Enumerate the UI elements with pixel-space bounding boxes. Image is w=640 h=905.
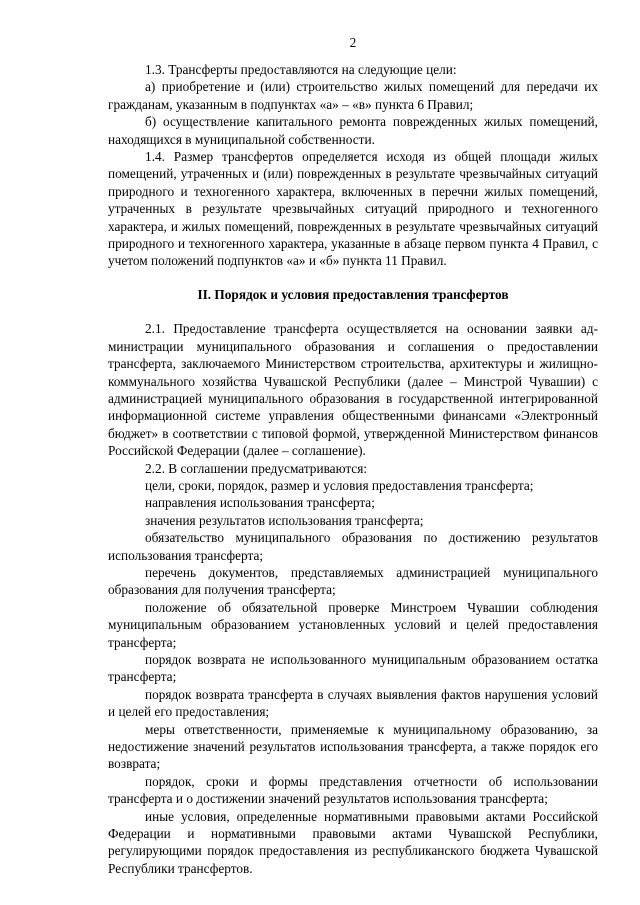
paragraph-2-1: 2.1. Предоставление трансферта осуществляется на основании заявки администрации муниципального образования и соглашения о предоставлении трансферта, заключаемого Министерством строительства, архитектуры и жилищно-коммунального хозяйства Чувашской Республики (далее – Минстрой Чувашии) с администрацией муниципального образования в государственной интегрированной информационной системе управления общественными финансами «Электронный бюджет» в соответствии с типовой формой, утвержденной Министерством финансов Российской Федерации (далее – соглашение). — [108, 321, 598, 459]
agreement-item: положение об обязательной проверке Минстроем Чувашии соблюдения муниципальным образованием установленных условий и целей предоставления трансферта; — [108, 599, 598, 650]
agreement-item: направления использования трансферта; — [145, 495, 375, 511]
agreement-item: цели, сроки, порядок, размер и условия предоставления трансферта; — [145, 477, 534, 493]
agreement-item: обязательство муниципального образования по достижению результатов использования трансферта; — [108, 530, 598, 563]
document-page — [108, 34, 598, 877]
paragraph-1-3-b: б) осуществление капитального ремонта поврежденных жилых помещений, находящихся в муниципальной собственности. — [108, 114, 598, 147]
paragraph-1-3: 1.3. Трансферты предоставляются на следующие цели: — [145, 62, 457, 77]
page-number: 2 — [349, 35, 357, 50]
agreement-item: иные условия, определенные нормативными правовыми актами Российской Федерации и нормативными правовыми актами Чувашской Республики, регулирующими порядок предоставления из республиканского бюджета Чувашской Республики трансфертов. — [108, 808, 598, 876]
paragraph-1-4: 1.4. Размер трансфертов определяется исходя из общей площади жилых помещений, утраченных и (или) поврежденных в результате чрезвычайных ситуаций природного и техногенного характера, включенных в перечни жилых помещений, утраченных в результате чрезвычайных ситуаций природного и техногенного характера, и жилых помещений, поврежденных в результате чрезвычайных ситуаций природного и техногенного характера, указанные в абзаце первом пункта 4 Правил, с учетом положений подпунктов «а» и «б» пункта 11 Правил. — [108, 149, 598, 269]
agreement-item: значения результатов использования трансферта; — [145, 512, 424, 528]
agreement-item: меры ответственности, применяемые к муниципальному образованию, за недостижение значений результатов использования трансферта, а также порядок его возврата; — [108, 721, 598, 772]
paragraph-2-2: 2.2. В соглашении предусматриваются: — [145, 460, 368, 476]
agreement-item: порядок возврата не использованного муниципальным образованием остатка трансферта; — [108, 652, 598, 685]
section-title: II. Порядок и условия предоставления трансфертов — [197, 286, 509, 302]
agreement-item: порядок возврата трансферта в случаях выявления фактов нарушения условий и целей его предоставления; — [108, 686, 598, 720]
agreement-item: перечень документов, представляемых администрацией муниципального образования для получения трансферта; — [108, 564, 598, 598]
agreement-item: порядок, сроки и формы представления отчетности об использовании трансферта и о достижении значений результатов использования трансферта; — [108, 773, 598, 807]
paragraph-1-3-a: а) приобретение и (или) строительство жилых помещений для передачи их гражданам, указанным в подпунктах «а» – «в» пункта 6 Правил; — [108, 79, 598, 112]
